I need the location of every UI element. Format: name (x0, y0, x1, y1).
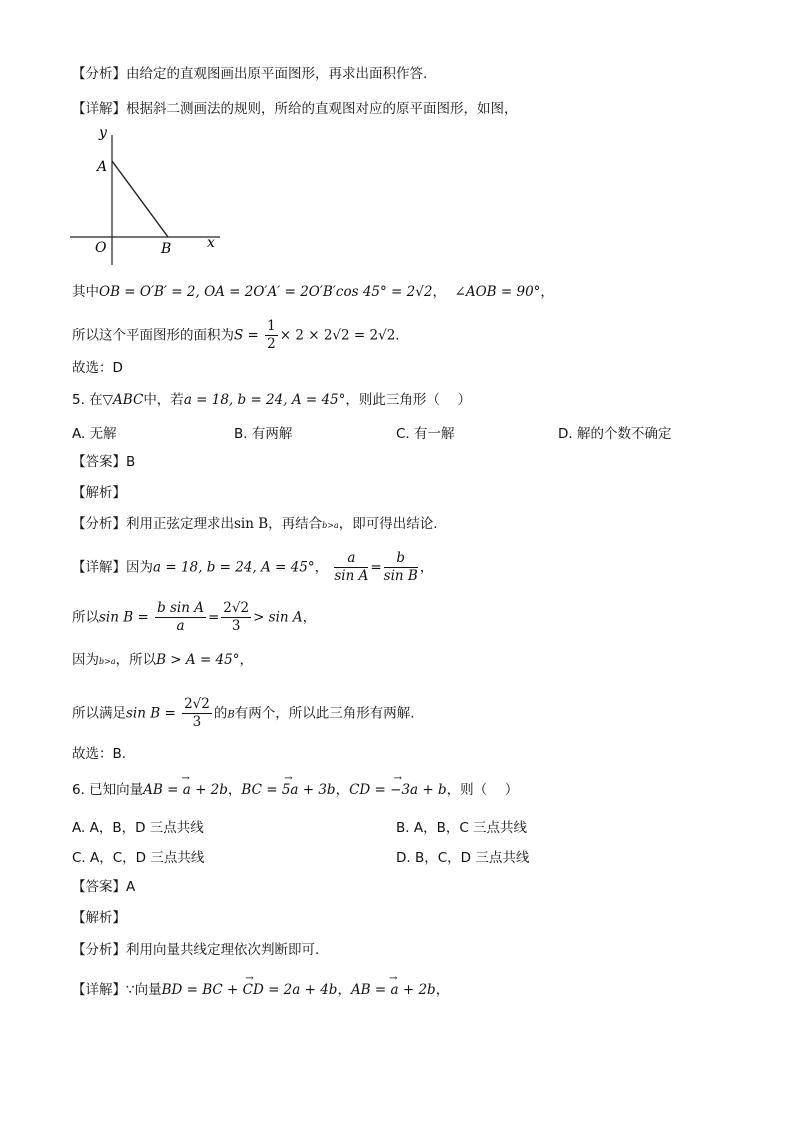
q4-detail: 【详解】根据斜二测画法的规则，所给的直观图对应的原平面图形，如图， (72, 101, 518, 117)
q6-vector-cd: → CD = −3a + b (349, 780, 447, 800)
q6-detail-vector-ab: → AB = a + 2b (351, 980, 436, 1000)
q5-detail: 【详解】因为a = 18, b = 24, A = 45°， $\frac{a}{\text{sin A}}$ = $\frac{b}{\text{sin B}}$ ， (72, 550, 434, 584)
q4-coordinate-diagram (70, 125, 230, 275)
q5-answer-tag: 【答案】B (72, 454, 136, 470)
q6-jiexi: 【解析】 (72, 910, 126, 926)
q6-option-b: B. A，B，C 三点共线 (396, 820, 528, 836)
q5-analysis: 【分析】利用正弦定理求出sin B，再结合b>a，即可得出结论. (72, 516, 438, 532)
q5-answer: 故选：B. (72, 746, 127, 762)
segment-AB (112, 161, 168, 237)
q6-vector-bd: → BD = BC + CD = 2a + 4b (162, 980, 338, 1000)
q5-line3: 因为b>a，所以B > A = 45°， (72, 652, 253, 668)
q4-line2: 所以这个平面图形的面积为S = $\frac{1}{2}$ × 2 × 2√2 = 2√2. (72, 318, 400, 352)
label-B: B (161, 241, 172, 257)
q5-option-d: D. 解的个数不确定 (558, 426, 672, 442)
q4-analysis: 【分析】由给定的直观图画出原平面图形，再求出面积作答. (72, 66, 428, 82)
label-y: y (99, 125, 107, 141)
q5-line2: 所以sin B = $\frac{\text{b sin A}}{a}$ = $\frac{2√2}{3}$ > sin A， (72, 600, 317, 634)
q6-analysis: 【分析】利用向量共线定理依次判断即可. (72, 942, 320, 958)
q4-line1: 其中OB = O′B′ = 2, OA = 2O′A′ = 2O′B′cos 45° = 2√2， ∠AOB = 90°， (72, 284, 554, 300)
q4-angle: ∠AOB = 90° (454, 284, 541, 300)
q5-option-a: A. 无解 (72, 426, 117, 442)
q5-line4: 所以满足sin B = $\frac{2√2}{3}$ 的B有两个，所以此三角形有两解. (72, 696, 415, 730)
q6-stem: 6. 已知向量→ AB = a + 2b，→ BC = 5a + 3b，→ CD = −3a + b，则（ ） (72, 780, 518, 800)
q6-vector-ab: → AB = a + 2b (143, 780, 228, 800)
q6-option-a: A. A，B，D 三点共线 (72, 820, 204, 836)
label-A: A (97, 159, 108, 175)
q5-option-c: C. 有一解 (396, 426, 455, 442)
q5-jiexi: 【解析】 (72, 485, 126, 501)
q6-detail: 【详解】∵向量→ BD = BC + CD = 2a + 4b，→ AB = a + 2b， (72, 980, 449, 1000)
label-x: x (207, 235, 215, 251)
q6-option-d: D. B，C，D 三点共线 (396, 850, 530, 866)
q4-fraction: $\frac{1}{2}$ (267, 318, 276, 352)
q6-option-c: C. A，C，D 三点共线 (72, 850, 205, 866)
q6-vector-bc: → BC = 5a + 3b (241, 780, 335, 800)
q4-answer: 故选：D (72, 360, 123, 376)
q5-option-b: B. 有两解 (234, 426, 293, 442)
label-O: O (95, 240, 107, 256)
q6-answer-tag: 【答案】A (72, 879, 136, 895)
q5-stem: 5. 在▽ABC中，若a = 18, b = 24, A = 45°，则此三角形（ ） (72, 392, 472, 408)
q4-line1-math: OB = O′B′ = 2, OA = 2O′A′ = 2O′B′cos 45° = 2√2 (99, 284, 433, 300)
